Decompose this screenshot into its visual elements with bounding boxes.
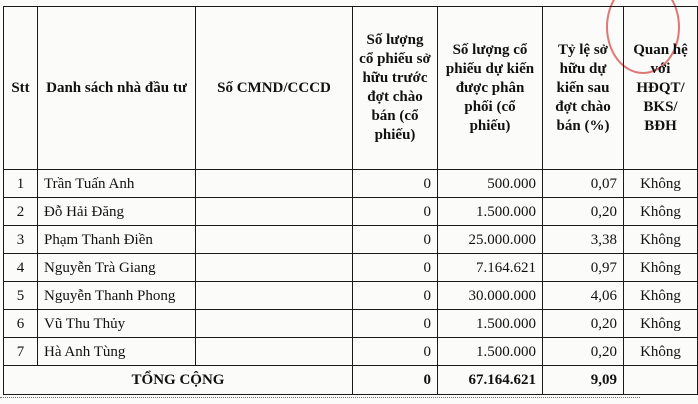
header-shares-planned: Số lượng cổ phiếu dự kiến được phân phối (cổ phiếu) [438, 7, 543, 170]
cell-shares-planned: 25.000.000 [438, 226, 543, 254]
table-row [4, 310, 698, 338]
cell-shares-planned: 1.500.000 [438, 198, 543, 226]
cell-stt: 6 [4, 310, 38, 338]
cell-id-number [196, 226, 353, 254]
cell-ratio: 0,20 [543, 198, 624, 226]
cell-id-number [196, 338, 353, 366]
cell-stt: 7 [4, 338, 38, 366]
cell-ratio: 0,97 [543, 254, 624, 282]
cell-id-number [196, 198, 353, 226]
cell-shares-before: 0 [353, 226, 438, 254]
table-row [4, 198, 698, 226]
header-ownership-after: Tỷ lệ sở hữu dự kiến sau đợt chào bán (%) [543, 7, 624, 170]
cell-shares-planned: 1.500.000 [438, 338, 543, 366]
cell-name: Trần Tuấn Anh [38, 170, 196, 198]
cell-shares-planned: 1.500.000 [438, 310, 543, 338]
cell-name: Vũ Thu Thủy [38, 310, 196, 338]
table-row [4, 338, 698, 366]
header-id-number: Số CMND/CCCD [196, 7, 353, 170]
cell-name: Hà Anh Tùng [38, 338, 196, 366]
cell-id-number [196, 310, 353, 338]
header-shares-before: Số lượng cổ phiếu sở hữu trước đợt chào bán (cổ phiếu) [353, 7, 438, 170]
header-stt: Stt [4, 7, 38, 170]
cell-ratio: 3,38 [543, 226, 624, 254]
cell-id-number [196, 170, 353, 198]
cell-shares-before: 0 [353, 338, 438, 366]
cell-shares-before: 0 [353, 310, 438, 338]
cell-shares-before: 0 [353, 198, 438, 226]
cell-name: Nguyễn Trà Giang [38, 254, 196, 282]
total-shares-before: 0 [353, 366, 438, 395]
cell-name: Phạm Thanh Điền [38, 226, 196, 254]
cell-stt: 5 [4, 282, 38, 310]
cell-shares-planned: 500.000 [438, 170, 543, 198]
next-page-text-strip [0, 397, 640, 404]
cell-shares-planned: 7.164.621 [438, 254, 543, 282]
cell-stt: 4 [4, 254, 38, 282]
total-ratio: 9,09 [543, 366, 624, 395]
cell-stt: 3 [4, 226, 38, 254]
cell-relation: Không [624, 282, 698, 310]
cell-name: Nguyễn Thanh Phong [38, 282, 196, 310]
table-row [4, 282, 698, 310]
total-shares-planned: 67.164.621 [438, 366, 543, 395]
table-header-row [4, 7, 698, 170]
investor-table [3, 6, 698, 395]
cell-stt: 2 [4, 198, 38, 226]
total-label: TỔNG CỘNG [4, 366, 353, 395]
table-row [4, 226, 698, 254]
header-relation: Quan hệ với HĐQT/ BKS/ BĐH [624, 7, 698, 170]
cell-ratio: 0,20 [543, 338, 624, 366]
cell-relation: Không [624, 254, 698, 282]
cell-ratio: 0,07 [543, 170, 624, 198]
cell-ratio: 4,06 [543, 282, 624, 310]
cell-relation: Không [624, 198, 698, 226]
cell-shares-before: 0 [353, 170, 438, 198]
total-relation [624, 366, 698, 395]
cell-relation: Không [624, 310, 698, 338]
cell-relation: Không [624, 338, 698, 366]
cell-ratio: 0,20 [543, 310, 624, 338]
cell-stt: 1 [4, 170, 38, 198]
cell-relation: Không [624, 226, 698, 254]
total-row [4, 366, 698, 395]
cell-relation: Không [624, 170, 698, 198]
cell-name: Đỗ Hải Đăng [38, 198, 196, 226]
cell-id-number [196, 282, 353, 310]
cell-shares-before: 0 [353, 254, 438, 282]
cell-id-number [196, 254, 353, 282]
cell-shares-planned: 30.000.000 [438, 282, 543, 310]
table-row [4, 170, 698, 198]
header-investor: Danh sách nhà đầu tư [38, 7, 196, 170]
table-row [4, 254, 698, 282]
cell-shares-before: 0 [353, 282, 438, 310]
